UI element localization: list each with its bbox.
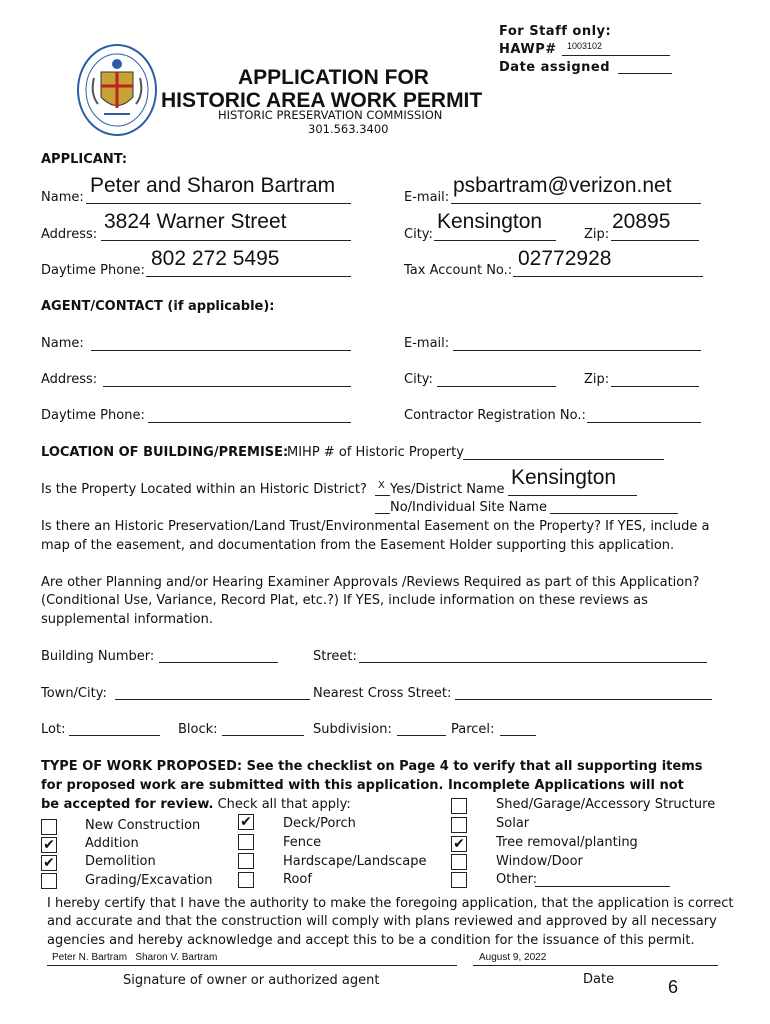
parcel-label: Parcel: <box>451 722 495 737</box>
page-number: 6 <box>668 977 679 997</box>
easement-question-2: map of the easement, and documentation from the Easement Holder supporting this application. <box>41 538 675 553</box>
label-tree-removal: Tree removal/planting <box>496 835 638 850</box>
applicant-heading: APPLICANT: <box>41 152 128 167</box>
checkbox-tree-removal[interactable]: ✔ <box>451 836 467 852</box>
hawp-value: 1003102 <box>567 41 603 51</box>
checkbox-fence[interactable] <box>238 834 254 850</box>
applicant-email-value: psbartram@verizon.net <box>453 174 672 197</box>
label-demolition: Demolition <box>85 854 156 869</box>
work-instructions-1: TYPE OF WORK PROPOSED: See the checklist on Page 4 to verify that all supporting items <box>41 759 703 774</box>
certify-line-3: agencies and hereby acknowledge and accept this to be a condition for the issuance of this permit. <box>47 933 695 948</box>
applicant-city-label: City: <box>404 227 433 242</box>
approvals-question-2: (Conditional Use, Variance, Record Plat, etc.?) If YES, include information on these reviews as <box>41 593 648 608</box>
yes-label: Yes/District Name <box>390 482 505 497</box>
certify-line-1: I hereby certify that I have the authority to make the foregoing application, that the application is correct <box>47 896 734 911</box>
agent-address-label: Address: <box>41 372 98 387</box>
block-label: Block: <box>178 722 218 737</box>
agent-heading: AGENT/CONTACT (if applicable): <box>41 299 275 314</box>
label-fence: Fence <box>283 835 322 850</box>
block-field[interactable] <box>222 720 304 736</box>
checkbox-roof[interactable] <box>238 872 254 888</box>
no-field[interactable] <box>375 498 390 514</box>
page-subtitle: HISTORIC AREA WORK PERMIT <box>161 89 483 112</box>
applicant-address-label: Address: <box>41 227 98 242</box>
certify-line-2: and accurate and that the construction will comply with plans reviewed and approved by all necessary <box>47 914 717 929</box>
checkbox-other[interactable] <box>451 872 467 888</box>
work-instructions-3-bold: be accepted for review. <box>41 797 214 812</box>
building-number-field[interactable] <box>159 647 278 663</box>
label-deck-porch: Deck/Porch <box>283 816 356 831</box>
label-solar: Solar <box>496 816 530 831</box>
district-name-value: Kensington <box>511 466 617 489</box>
yes-mark: X <box>378 480 385 491</box>
commission-phone: 301.563.3400 <box>308 122 389 136</box>
applicant-name-label: Name: <box>41 190 84 205</box>
checkbox-new-construction[interactable] <box>41 819 57 835</box>
town-field[interactable] <box>115 684 310 700</box>
building-number-label: Building Number: <box>41 649 155 664</box>
checkbox-addition[interactable]: ✔ <box>41 837 57 853</box>
county-seal <box>76 42 158 138</box>
applicant-city-value: Kensington <box>437 210 543 233</box>
subdivision-label: Subdivision: <box>313 722 392 737</box>
applicant-name-value: Peter and Sharon Bartram <box>90 174 336 197</box>
street-label: Street: <box>313 649 357 664</box>
street-field[interactable] <box>359 647 707 663</box>
work-instructions-3 <box>41 797 351 812</box>
easement-question-1: Is there an Historic Preservation/Land Trust/Environmental Easement on the Property? If YES, include a <box>41 519 710 534</box>
checkbox-window-door[interactable] <box>451 854 467 870</box>
checkbox-solar[interactable] <box>451 817 467 833</box>
approvals-question-1: Are other Planning and/or Hearing Examiner Approvals /Reviews Required as part of this Application? <box>41 575 700 590</box>
agent-email-label: E-mail: <box>404 336 450 351</box>
applicant-email-label: E-mail: <box>404 190 450 205</box>
checkbox-shed-garage[interactable] <box>451 798 467 814</box>
date-field[interactable] <box>473 951 718 966</box>
district-question: Is the Property Located within an Historic District? <box>41 482 367 497</box>
applicant-address-value: 3824 Warner Street <box>104 210 287 233</box>
label-addition: Addition <box>85 836 139 851</box>
date-label: Date <box>583 972 615 987</box>
approvals-question-3: supplemental information. <box>41 612 213 627</box>
signature-label: Signature of owner or authorized agent <box>123 973 380 988</box>
mihp-field[interactable] <box>463 444 664 460</box>
agent-city-field[interactable] <box>437 370 556 387</box>
signature-field[interactable] <box>47 951 457 966</box>
agent-city-label: City: <box>404 372 433 387</box>
hawp-label: HAWP# <box>499 42 557 57</box>
no-label: No/Individual Site Name <box>390 500 547 515</box>
work-instructions-2: for proposed work are submitted with this application. Incomplete Applications will not <box>41 778 684 793</box>
applicant-phone-label: Daytime Phone: <box>41 263 145 278</box>
checkbox-demolition[interactable]: ✔ <box>41 855 57 871</box>
site-name-field[interactable] <box>550 498 678 514</box>
agent-name-field[interactable] <box>91 334 351 351</box>
checkbox-deck-porch[interactable]: ✔ <box>238 814 254 830</box>
town-label: Town/City: <box>41 686 107 701</box>
agent-zip-field[interactable] <box>611 370 699 387</box>
work-instructions-3-rest: Check all that apply: <box>213 797 351 812</box>
agent-name-label: Name: <box>41 336 84 351</box>
applicant-tax-value: 02772928 <box>518 247 612 270</box>
agent-phone-label: Daytime Phone: <box>41 408 145 423</box>
date-assigned-field[interactable] <box>618 61 672 74</box>
lot-field[interactable] <box>69 720 160 736</box>
contractor-reg-label: Contractor Registration No.: <box>404 408 586 423</box>
contractor-reg-field[interactable] <box>587 406 701 423</box>
date-assigned-label: Date assigned <box>499 60 611 75</box>
label-hardscape: Hardscape/Landscape <box>283 854 427 869</box>
cross-street-field[interactable] <box>455 684 712 700</box>
agent-phone-field[interactable] <box>148 406 351 423</box>
cross-street-label: Nearest Cross Street: <box>313 686 452 701</box>
label-roof: Roof <box>283 872 312 887</box>
agent-email-field[interactable] <box>453 334 701 351</box>
other-field[interactable] <box>535 871 670 887</box>
label-grading: Grading/Excavation <box>85 873 213 888</box>
label-shed-garage: Shed/Garage/Accessory Structure <box>496 797 716 812</box>
lot-label: Lot: <box>41 722 66 737</box>
parcel-field[interactable] <box>500 720 536 736</box>
label-window-door: Window/Door <box>496 854 583 869</box>
applicant-zip-label: Zip: <box>584 227 610 242</box>
mihp-label: MIHP # of Historic Property <box>287 445 464 460</box>
applicant-zip-value: 20895 <box>612 210 671 233</box>
commission-name: HISTORIC PRESERVATION COMMISSION <box>218 108 443 122</box>
agent-zip-label: Zip: <box>584 372 610 387</box>
location-heading: LOCATION OF BUILDING/PREMISE: <box>41 445 289 460</box>
subdivision-field[interactable] <box>397 720 446 736</box>
signer-1: Peter N. Bartram <box>52 952 128 963</box>
signer-2: Sharon V. Bartram <box>135 952 218 963</box>
checkbox-hardscape[interactable] <box>238 853 254 869</box>
checkbox-grading[interactable] <box>41 873 57 889</box>
applicant-phone-value: 802 272 5495 <box>151 247 280 270</box>
staff-heading: For Staff only: <box>499 24 612 39</box>
applicant-tax-label: Tax Account No.: <box>404 263 513 278</box>
label-other: Other: <box>496 872 538 887</box>
agent-address-field[interactable] <box>103 370 351 387</box>
label-new-construction: New Construction <box>85 818 201 833</box>
page-title: APPLICATION FOR <box>238 66 429 89</box>
date-value: August 9, 2022 <box>479 952 547 963</box>
